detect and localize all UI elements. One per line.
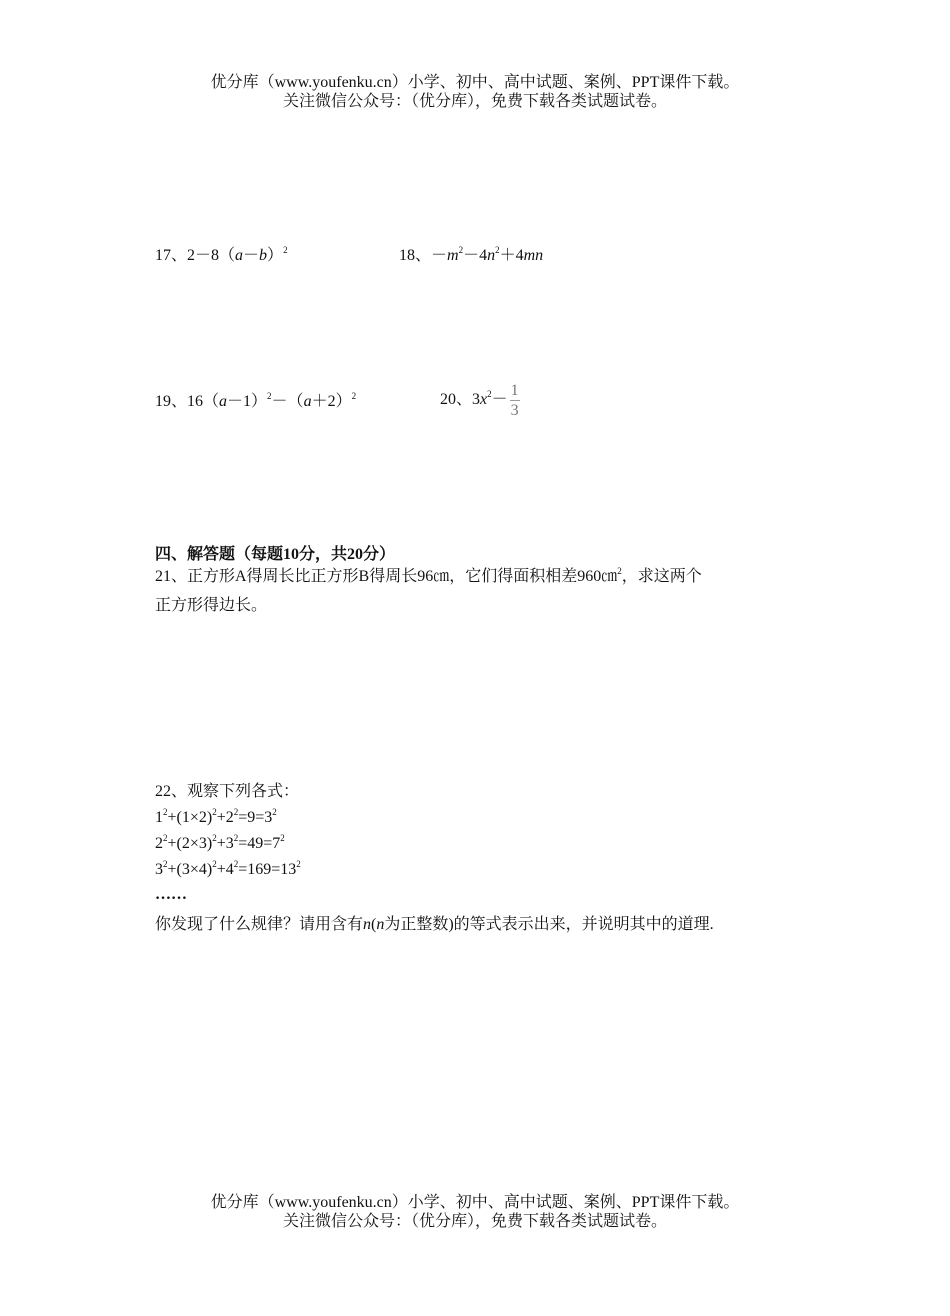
problem-19: 19、$16(a-1)^2-(a+2)^2$ <box>155 391 357 410</box>
problem-18: 18、$-m^2-4n^2+4mn$ <box>399 245 544 264</box>
section-heading: 四、解答题（每题10分，共20分） <box>155 546 396 563</box>
question-22-text: 你发现了什么规律？请用含有n(n为正整数)的等式表示出来，并说明其中的道理. <box>155 916 714 933</box>
page-footer-line-1: 优分库（www.youfenku.cn）小学、初中、高中试题、案例、PPT课件下载。 <box>210 1194 740 1211</box>
problem-number: 19、 <box>155 393 188 410</box>
problem-number: 17、 <box>155 247 188 264</box>
problem-20: 20、$3x^2-$ $\frac{1}{3}$ <box>440 382 519 419</box>
page-footer-line-2: 关注微信公众号：（优分库），免费下载各类试题试卷。 <box>282 1213 667 1230</box>
equation-1: $1^2+(1\times 2)^2+2^2=9=3^2$ <box>155 807 277 826</box>
equation-3: $3^2+(3\times 4)^2+4^2=169=13^2$ <box>155 859 301 878</box>
equation-2: $2^2+(2\times 3)^2+3^2=49=7^2$ <box>155 833 285 852</box>
problem-17: 17、$2-8(a-b)^2$ <box>155 245 288 264</box>
question-21-line-1: 21、正方形A得周长比正方形B得周长96㎝，它们得面积相差960㎝$^2$，求这两个 <box>155 566 702 585</box>
page-header-line-1: 优分库（www.youfenku.cn）小学、初中、高中试题、案例、PPT课件下载。 <box>210 74 740 91</box>
page-header-line-2: 关注微信公众号：（优分库），免费下载各类试题试卷。 <box>282 93 667 110</box>
question-21-line-2: 正方形得边长。 <box>155 597 268 614</box>
fraction-one-third <box>510 381 520 420</box>
problem-number: 18、 <box>399 247 432 264</box>
problem-number: 20、 <box>440 391 473 409</box>
fraction-denominator: 3 <box>510 402 519 419</box>
question-22-intro: 22、观察下列各式： <box>155 783 300 800</box>
fraction-numerator: 1 <box>510 382 519 399</box>
ellipsis: …… <box>155 886 187 903</box>
